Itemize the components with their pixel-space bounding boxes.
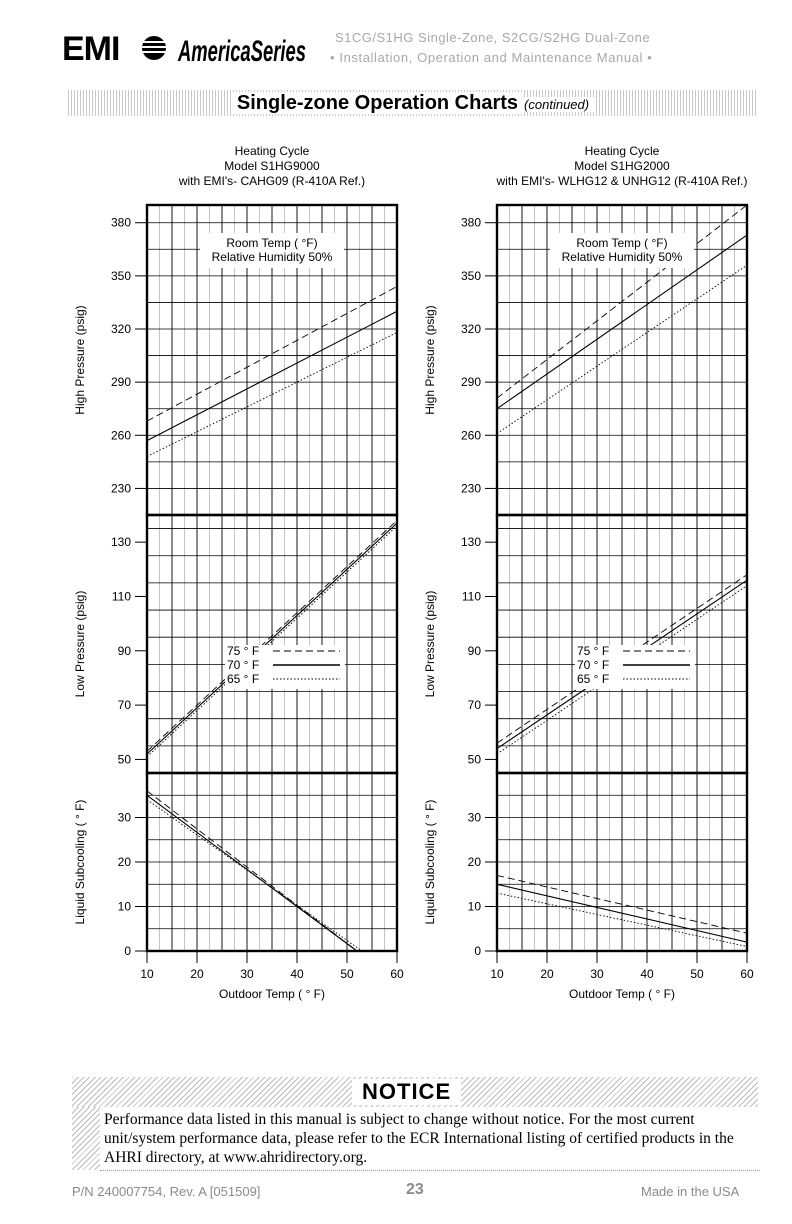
x-tick-label: 50 bbox=[690, 967, 704, 981]
made-in-label: Made in the USA bbox=[641, 1184, 740, 1199]
x-tick-label: 20 bbox=[190, 967, 204, 981]
line-legend-label: 70 ° F bbox=[577, 658, 610, 672]
y-tick-label: 230 bbox=[110, 481, 131, 496]
grid bbox=[147, 205, 397, 951]
y-tick-label: 380 bbox=[110, 215, 131, 230]
section-banner bbox=[68, 90, 758, 116]
y-axis-label: Low Pressure (psig) bbox=[423, 590, 437, 698]
chart-title-line: Heating Cycle bbox=[584, 144, 660, 158]
y-tick-label: 10 bbox=[117, 899, 131, 914]
notice-body: Performance data listed in this manual is subject to change without notice. For the most current unit/system performance data, please refer to the ECR International listing of certified products in the AHRI directory, at www.ahridirectory.org. bbox=[104, 1111, 734, 1166]
section-subtitle: (continued) bbox=[524, 97, 595, 112]
manual-series-line: S1CG/S1HG Single-Zone, S2CG/S2HG Dual-Zone bbox=[335, 30, 651, 45]
x-tick-label: 50 bbox=[340, 967, 354, 981]
line-legend-label: 75 ° F bbox=[227, 644, 260, 658]
notice-divider bbox=[100, 1170, 760, 1171]
y-axis-label: High Pressure (psig) bbox=[73, 305, 87, 415]
x-tick-label: 60 bbox=[390, 967, 404, 981]
y-tick-label: 350 bbox=[110, 268, 131, 283]
chart-title-line: Heating Cycle bbox=[234, 144, 310, 158]
y-tick-label: 260 bbox=[460, 428, 481, 443]
y-tick-label: 30 bbox=[467, 810, 481, 825]
line-legend-label: 70 ° F bbox=[227, 658, 260, 672]
y-tick-label: 20 bbox=[467, 855, 481, 869]
y-tick-label: 70 bbox=[117, 698, 131, 713]
y-tick-label: 320 bbox=[110, 322, 131, 336]
y-tick-label: 30 bbox=[117, 810, 131, 825]
y-tick-label: 10 bbox=[467, 899, 481, 914]
room-temp-legend-text: Room Temp ( °F) bbox=[226, 236, 318, 250]
emi-americaseries-logo bbox=[62, 20, 312, 68]
x-axis-label: Outdoor Temp ( ° F) bbox=[569, 987, 675, 1001]
y-tick-label: 260 bbox=[110, 428, 131, 443]
notice-title: NOTICE bbox=[352, 1079, 461, 1105]
chart-s1hg9000 bbox=[50, 140, 404, 1020]
y-tick-label: 110 bbox=[461, 589, 481, 604]
svg-text:AmericaSeries: AmericaSeries bbox=[177, 35, 306, 68]
page-number: 23 bbox=[406, 1181, 424, 1198]
x-tick-label: 40 bbox=[640, 967, 654, 981]
chart-s1hg2000 bbox=[400, 140, 760, 1020]
y-tick-label: 320 bbox=[460, 322, 481, 336]
y-tick-label: 70 bbox=[467, 698, 481, 713]
notice-side-pattern bbox=[72, 1107, 100, 1170]
y-axis-label: Low Pressure (psig) bbox=[73, 590, 87, 698]
y-axis-label: Liquid Subcooling ( ° F) bbox=[423, 799, 437, 925]
chart-title-line: with EMI's- CAHG09 (R-410A Ref.) bbox=[178, 174, 366, 188]
y-axis-label: Liquid Subcooling ( ° F) bbox=[73, 799, 87, 925]
manual-type-line: • Installation, Operation and Maintenance Manual • bbox=[330, 50, 653, 65]
y-tick-label: 50 bbox=[117, 752, 131, 767]
x-tick-label: 30 bbox=[240, 967, 254, 981]
room-temp-legend-text: Relative Humidity 50% bbox=[211, 250, 333, 264]
x-tick-label: 40 bbox=[290, 967, 304, 981]
y-tick-label: 90 bbox=[117, 643, 131, 658]
svg-text:EMI: EMI bbox=[62, 30, 120, 68]
room-temp-legend-text: Relative Humidity 50% bbox=[561, 250, 683, 264]
line-legend-label: 65 ° F bbox=[227, 672, 260, 686]
x-tick-label: 10 bbox=[140, 967, 154, 981]
y-tick-label: 290 bbox=[460, 375, 481, 390]
line-legend-label: 65 ° F bbox=[577, 672, 610, 686]
x-axis-label: Outdoor Temp ( ° F) bbox=[219, 987, 325, 1001]
y-tick-label: 90 bbox=[467, 643, 481, 658]
y-tick-label: 0 bbox=[124, 944, 131, 958]
line-legend-label: 75 ° F bbox=[577, 644, 610, 658]
chart-title-line: with EMI's- WLHG12 & UNHG12 (R-410A Ref.) bbox=[496, 174, 748, 188]
y-tick-label: 380 bbox=[460, 215, 481, 230]
y-tick-label: 0 bbox=[474, 944, 481, 958]
y-tick-label: 290 bbox=[110, 375, 131, 390]
chart-title-line: Model S1HG2000 bbox=[574, 159, 670, 173]
globe-icon bbox=[141, 36, 167, 60]
x-tick-label: 60 bbox=[740, 967, 754, 981]
x-tick-label: 10 bbox=[490, 967, 504, 981]
x-tick-label: 20 bbox=[540, 967, 554, 981]
chart-title-line: Model S1HG9000 bbox=[224, 159, 320, 173]
y-tick-label: 110 bbox=[111, 589, 131, 604]
section-title: Single-zone Operation Charts bbox=[231, 92, 524, 114]
y-tick-label: 130 bbox=[460, 535, 481, 550]
y-tick-label: 50 bbox=[467, 752, 481, 767]
series-line-70f bbox=[147, 795, 357, 951]
grid bbox=[497, 205, 747, 951]
y-axis-label: High Pressure (psig) bbox=[423, 305, 437, 415]
room-temp-legend-text: Room Temp ( °F) bbox=[576, 236, 668, 250]
y-tick-label: 230 bbox=[460, 481, 481, 496]
part-number: P/N 240007754, Rev. A [051509] bbox=[72, 1184, 261, 1199]
x-tick-label: 30 bbox=[590, 967, 604, 981]
y-tick-label: 20 bbox=[117, 855, 131, 869]
y-tick-label: 350 bbox=[460, 268, 481, 283]
y-tick-label: 130 bbox=[110, 535, 131, 550]
